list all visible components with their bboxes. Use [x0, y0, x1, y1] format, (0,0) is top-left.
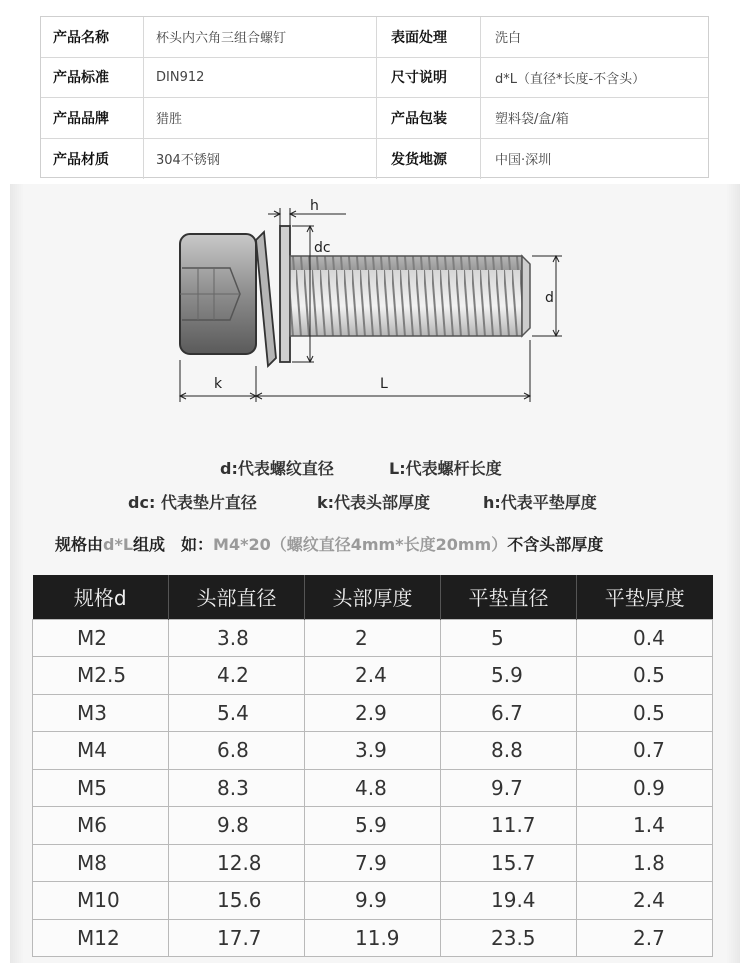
table-cell: 7.9: [305, 844, 441, 882]
table-cell: M12: [33, 919, 169, 957]
info-key: 产品标准: [41, 58, 144, 98]
table-cell: 1.4: [577, 807, 713, 845]
legend-l: L:代表螺杆长度: [389, 459, 502, 478]
table-cell: 5.9: [441, 657, 577, 695]
table-cell: 5.9: [305, 807, 441, 845]
header-cell: 规格d: [33, 575, 169, 619]
header-cell: 平垫直径: [441, 575, 577, 619]
info-key: 尺寸说明: [377, 58, 481, 98]
dimension-label-k: k: [214, 376, 223, 392]
table-cell: 15.6: [169, 882, 305, 920]
note-mid: 组成 如：: [133, 535, 214, 554]
table-cell: 2: [305, 619, 441, 657]
header-cell: 头部厚度: [305, 575, 441, 619]
info-value: 304不锈钢: [144, 139, 377, 180]
screw-head: [180, 234, 256, 354]
table-cell: M3: [33, 694, 169, 732]
legend-k: k:代表头部厚度: [317, 493, 431, 512]
table-cell: 23.5: [441, 919, 577, 957]
table-cell: 0.5: [577, 694, 713, 732]
screw-shaft: [290, 256, 530, 336]
table-cell: 1.8: [577, 844, 713, 882]
table-cell: 9.9: [305, 882, 441, 920]
table-row: [33, 882, 713, 920]
legend-h: h:代表平垫厚度: [483, 493, 597, 512]
table-row: [33, 844, 713, 882]
table-cell: 2.4: [577, 882, 713, 920]
table-cell: M8: [33, 844, 169, 882]
table-row: [33, 769, 713, 807]
table-cell: 5.4: [169, 694, 305, 732]
info-value: 中国·深圳: [495, 153, 552, 169]
table-cell: 9.7: [441, 769, 577, 807]
table-cell: 0.7: [577, 732, 713, 770]
table-cell: 17.7: [169, 919, 305, 957]
dimension-label-d: d: [545, 290, 554, 306]
dimension-label-h: h: [310, 198, 319, 214]
legend-dc: dc: 代表垫片直径: [128, 493, 257, 512]
table-cell: 4.2: [169, 657, 305, 695]
table-cell: 15.7: [441, 844, 577, 882]
screw-dimension-diagram: [160, 190, 580, 410]
note-format: d*L: [103, 535, 134, 554]
table-cell: 0.9: [577, 769, 713, 807]
table-cell: 2.7: [577, 919, 713, 957]
table-cell: 8.3: [169, 769, 305, 807]
table-cell: M10: [33, 882, 169, 920]
table-cell: 12.8: [169, 844, 305, 882]
table-cell: 9.8: [169, 807, 305, 845]
info-value: DIN912: [144, 58, 377, 98]
info-key: 产品品牌: [41, 98, 144, 138]
info-key: 发货地源: [377, 139, 481, 180]
table-cell: 11.7: [441, 807, 577, 845]
table-cell: 5: [441, 619, 577, 657]
info-value: 猎胜: [144, 98, 377, 138]
header-cell: 平垫厚度: [577, 575, 713, 619]
table-cell: 2.9: [305, 694, 441, 732]
table-cell: 8.8: [441, 732, 577, 770]
table-cell: 3.9: [305, 732, 441, 770]
spec-table-header: [33, 575, 713, 619]
info-value: 塑料袋/盒/箱: [495, 112, 569, 128]
header-cell: 头部直径: [169, 575, 305, 619]
table-row: [33, 619, 713, 657]
info-key: 表面处理: [377, 17, 481, 57]
info-value: d*L（直径*长度-不含头）: [495, 71, 646, 87]
info-key: 产品材质: [41, 139, 144, 180]
table-cell: 0.5: [577, 657, 713, 695]
info-value: 杯头内六角三组合螺钉: [144, 17, 377, 57]
table-cell: 0.4: [577, 619, 713, 657]
table-cell: 11.9: [305, 919, 441, 957]
table-cell: 3.8: [169, 619, 305, 657]
table-row: [33, 732, 713, 770]
table-cell: 6.8: [169, 732, 305, 770]
spec-format-note: [55, 532, 603, 555]
dimension-label-dc: dc: [314, 240, 331, 256]
table-row: [33, 919, 713, 957]
table-row: [33, 657, 713, 695]
table-cell: 4.8: [305, 769, 441, 807]
table-cell: M6: [33, 807, 169, 845]
dimension-label-l: L: [380, 376, 388, 392]
note-suffix: 不含头部厚度: [507, 535, 604, 554]
info-row: [41, 98, 708, 139]
washers: [256, 226, 290, 366]
table-cell: M2: [33, 619, 169, 657]
info-key: 产品名称: [41, 17, 144, 57]
table-cell: 19.4: [441, 882, 577, 920]
info-key: 产品包装: [377, 98, 481, 138]
note-example: M4*20（螺纹直径4mm*长度20mm）: [213, 535, 508, 554]
table-cell: M2.5: [33, 657, 169, 695]
table-cell: 6.7: [441, 694, 577, 732]
info-row: [41, 17, 708, 58]
note-prefix: 规格由: [55, 535, 104, 554]
legend-d: d:代表螺纹直径: [220, 459, 334, 478]
table-row: [33, 807, 713, 845]
product-info-table: [40, 16, 709, 178]
table-row: [33, 694, 713, 732]
table-cell: M5: [33, 769, 169, 807]
table-cell: M4: [33, 732, 169, 770]
info-value: 洗白: [495, 31, 522, 47]
info-row: [41, 58, 708, 99]
table-cell: 2.4: [305, 657, 441, 695]
info-row: [41, 139, 708, 180]
spec-table: [32, 575, 713, 957]
